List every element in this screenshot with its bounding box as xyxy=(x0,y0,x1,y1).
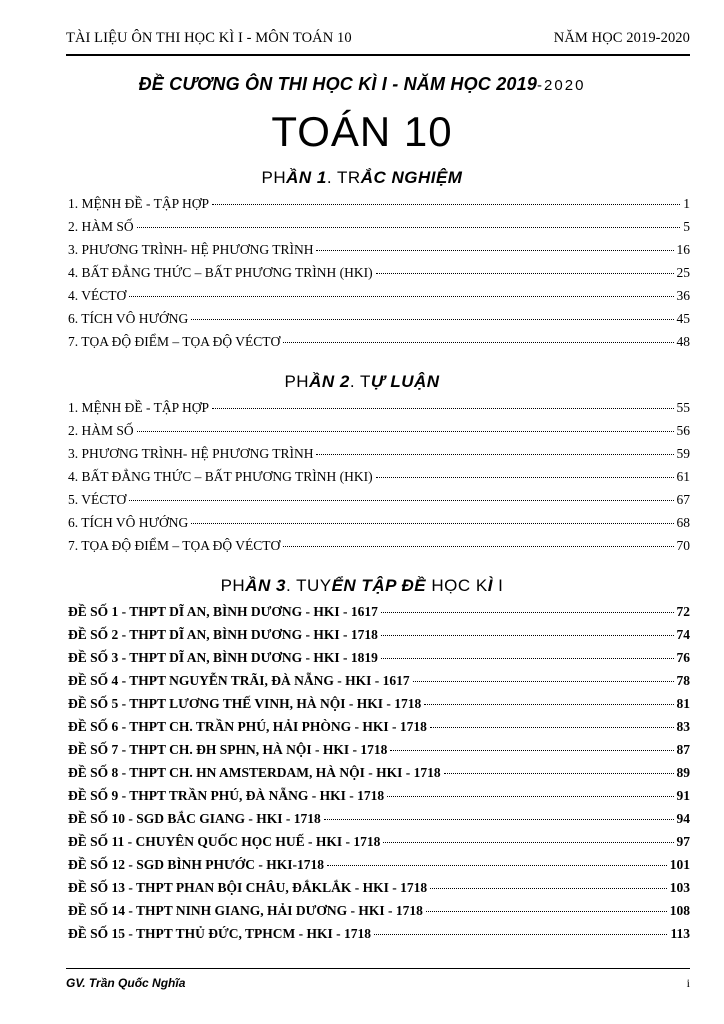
toc-dot-leader xyxy=(424,704,673,705)
toc-entry[interactable] xyxy=(68,857,690,880)
subject-heading: TOÁN 10 xyxy=(271,108,453,155)
toc-entry-page: 56 xyxy=(676,423,690,438)
toc-entry-page: 74 xyxy=(676,627,690,642)
toc-entry[interactable] xyxy=(68,719,690,742)
toc-entry[interactable] xyxy=(68,650,690,673)
toc-entry[interactable] xyxy=(68,811,690,834)
toc-dot-leader xyxy=(327,865,667,866)
toc-entry[interactable] xyxy=(68,903,690,926)
toc-entry-title: ĐỀ SỐ 12 - SGD BÌNH PHƯỚC - HKI-1718 xyxy=(68,857,325,872)
part-3-heading-prefix: PH xyxy=(220,576,246,595)
toc-entry[interactable] xyxy=(68,492,690,515)
toc-entry-page: 5 xyxy=(683,219,690,234)
toc-entry-title: 5. VÉCTƠ xyxy=(68,492,127,507)
toc-entry[interactable] xyxy=(68,538,690,561)
toc-entry-title: 6. TÍCH VÔ HƯỚNG xyxy=(68,515,189,530)
part-1-heading xyxy=(0,168,724,188)
part-2-heading-prefix: PH xyxy=(284,372,310,391)
toc-entry-page: 87 xyxy=(676,742,690,757)
toc-entry-page: 36 xyxy=(676,288,690,303)
part-3-heading-tail: HỌC K xyxy=(426,576,488,595)
toc-dot-leader xyxy=(191,319,673,320)
toc-entry-title: ĐỀ SỐ 6 - THPT CH. TRẦN PHÚ, HẢI PHÒNG - HKI - 1718 xyxy=(68,719,427,734)
part-3-heading-tail-bold: Ì xyxy=(487,576,493,595)
toc-entry-page: 101 xyxy=(669,857,690,872)
toc-dot-leader xyxy=(430,888,667,889)
toc-entry-page: 94 xyxy=(676,811,690,826)
page-footer xyxy=(66,976,690,991)
toc-entry-page: 68 xyxy=(676,515,690,530)
toc-entry-title: 3. PHƯƠNG TRÌNH- HỆ PHƯƠNG TRÌNH xyxy=(68,446,314,461)
toc-part-2 xyxy=(68,400,690,561)
toc-entry[interactable] xyxy=(68,834,690,857)
toc-entry-page: 89 xyxy=(676,765,690,780)
toc-entry[interactable] xyxy=(68,469,690,492)
toc-entry-page: 91 xyxy=(676,788,690,803)
toc-entry-page: 83 xyxy=(676,719,690,734)
part-3-heading xyxy=(0,576,724,596)
toc-entry[interactable] xyxy=(68,673,690,696)
toc-dot-leader xyxy=(316,454,673,455)
toc-dot-leader xyxy=(212,408,673,409)
toc-entry-page: 61 xyxy=(676,469,690,484)
toc-entry[interactable] xyxy=(68,288,690,311)
toc-entry-title: ĐỀ SỐ 4 - THPT NGUYỄN TRÃI, ĐÀ NẴNG - HKI - 1617 xyxy=(68,673,410,688)
toc-entry-page: 103 xyxy=(669,880,690,895)
toc-entry-page: 76 xyxy=(676,650,690,665)
toc-entry[interactable] xyxy=(68,604,690,627)
toc-entry-page: 72 xyxy=(676,604,690,619)
toc-entry-title: 4. BẤT ĐẲNG THỨC – BẤT PHƯƠNG TRÌNH (HKI) xyxy=(68,469,373,484)
toc-entry-title: 1. MỆNH ĐỀ - TẬP HỢP xyxy=(68,400,210,415)
toc-dot-leader xyxy=(413,681,674,682)
toc-entry-title: ĐỀ SỐ 2 - THPT DĨ AN, BÌNH DƯƠNG - HKI - 1718 xyxy=(68,627,378,642)
toc-part-3 xyxy=(68,604,690,949)
footer-author: GV. Trần Quốc Nghĩa xyxy=(66,976,186,990)
toc-entry-title: ĐỀ SỐ 10 - SGD BẮC GIANG - HKI - 1718 xyxy=(68,811,321,826)
toc-dot-leader xyxy=(129,500,673,501)
toc-entry-page: 45 xyxy=(676,311,690,326)
toc-entry-page: 81 xyxy=(676,696,690,711)
toc-entry-title: 2. HÀM SỐ xyxy=(68,423,134,438)
footer-page-number: i xyxy=(686,976,690,990)
toc-dot-leader xyxy=(283,342,673,343)
toc-entry[interactable] xyxy=(68,788,690,811)
toc-entry-page: 48 xyxy=(676,334,690,349)
toc-dot-leader xyxy=(376,273,674,274)
toc-entry[interactable] xyxy=(68,219,690,242)
toc-entry-title: ĐỀ SỐ 8 - THPT CH. HN AMSTERDAM, HÀ NỘI - HKI - 1718 xyxy=(68,765,441,780)
toc-entry-page: 67 xyxy=(676,492,690,507)
toc-entry-title: 1. MỆNH ĐỀ - TẬP HỢP xyxy=(68,196,210,211)
toc-part-1 xyxy=(68,196,690,357)
toc-entry-page: 70 xyxy=(676,538,690,553)
toc-entry[interactable] xyxy=(68,446,690,469)
toc-dot-leader xyxy=(324,819,674,820)
toc-entry-page: 25 xyxy=(676,265,690,280)
toc-dot-leader xyxy=(390,750,673,751)
toc-dot-leader xyxy=(374,934,667,935)
toc-entry[interactable] xyxy=(68,265,690,288)
part-1-heading-mid: . TR xyxy=(326,168,361,187)
toc-entry-title: 6. TÍCH VÔ HƯỚNG xyxy=(68,311,189,326)
toc-dot-leader xyxy=(316,250,673,251)
toc-entry[interactable] xyxy=(68,696,690,719)
toc-dot-leader xyxy=(383,842,673,843)
part-3-heading-mid: . TUY xyxy=(285,576,332,595)
toc-entry-title: ĐỀ SỐ 1 - THPT DĨ AN, BÌNH DƯƠNG - HKI - 1617 xyxy=(68,604,378,619)
toc-entry-page: 113 xyxy=(670,926,690,941)
toc-entry-page: 59 xyxy=(676,446,690,461)
part-3-heading-number: ẦN 3 xyxy=(245,576,286,595)
toc-dot-leader xyxy=(381,612,674,613)
toc-entry-title: ĐỀ SỐ 5 - THPT LƯƠNG THẾ VINH, HÀ NỘI - HKI - 1718 xyxy=(68,696,422,711)
toc-dot-leader xyxy=(381,635,674,636)
part-3-heading-title: ỂN TẬP ĐỀ xyxy=(331,576,427,595)
toc-entry[interactable] xyxy=(68,311,690,334)
toc-dot-leader xyxy=(283,546,673,547)
toc-entry[interactable] xyxy=(68,627,690,650)
toc-entry[interactable] xyxy=(68,880,690,903)
toc-entry-page: 108 xyxy=(669,903,690,918)
toc-entry[interactable] xyxy=(68,765,690,788)
toc-dot-leader xyxy=(137,431,674,432)
part-1-heading-title: ẮC NGHIỆM xyxy=(360,168,463,187)
running-header-left: TÀI LIỆU ÔN THI HỌC KÌ I - MÔN TOÁN 10 xyxy=(66,30,352,46)
part-2-heading xyxy=(0,372,724,392)
toc-entry-title: 4. BẤT ĐẲNG THỨC – BẤT PHƯƠNG TRÌNH (HKI) xyxy=(68,265,373,280)
toc-entry-title: 7. TỌA ĐỘ ĐIỂM – TỌA ĐỘ VÉCTƠ xyxy=(68,334,281,349)
toc-entry[interactable] xyxy=(68,242,690,265)
toc-entry[interactable] xyxy=(68,742,690,765)
toc-entry-title: ĐỀ SỐ 9 - THPT TRẦN PHÚ, ĐÀ NẴNG - HKI - 1718 xyxy=(68,788,385,803)
toc-dot-leader xyxy=(387,796,673,797)
toc-dot-leader xyxy=(129,296,673,297)
toc-entry-title: ĐỀ SỐ 13 - THPT PHAN BỘI CHÂU, ĐẮKLẮK - HKI - 1718 xyxy=(68,880,428,895)
toc-dot-leader xyxy=(376,477,674,478)
toc-entry-title: ĐỀ SỐ 7 - THPT CH. ĐH SPHN, HÀ NỘI - HKI - 1718 xyxy=(68,742,388,757)
part-2-heading-number: ẦN 2 xyxy=(309,372,350,391)
header-rule xyxy=(66,54,690,56)
document-title-main: ĐỀ CƯƠNG ÔN THI HỌC KÌ I - NĂM HỌC 2019 xyxy=(138,74,538,94)
toc-dot-leader xyxy=(426,911,667,912)
toc-entry-page: 16 xyxy=(676,242,690,257)
toc-entry-title: 4. VÉCTƠ xyxy=(68,288,127,303)
toc-entry-title: ĐỀ SỐ 3 - THPT DĨ AN, BÌNH DƯƠNG - HKI - 1819 xyxy=(68,650,378,665)
toc-entry-title: ĐỀ SỐ 14 - THPT NINH GIANG, HẢI DƯƠNG - HKI - 1718 xyxy=(68,903,423,918)
toc-dot-leader xyxy=(137,227,681,228)
toc-entry-title: 7. TỌA ĐỘ ĐIỂM – TỌA ĐỘ VÉCTƠ xyxy=(68,538,281,553)
toc-dot-leader xyxy=(381,658,674,659)
part-2-heading-mid: . T xyxy=(349,372,371,391)
running-header xyxy=(66,30,690,47)
toc-entry-title: 2. HÀM SỐ xyxy=(68,219,134,234)
toc-entry-title: ĐỀ SỐ 11 - CHUYÊN QUỐC HỌC HUẾ - HKI - 1718 xyxy=(68,834,381,849)
toc-entry[interactable] xyxy=(68,400,690,423)
toc-dot-leader xyxy=(212,204,680,205)
toc-entry-title: 3. PHƯƠNG TRÌNH- HỆ PHƯƠNG TRÌNH xyxy=(68,242,314,257)
toc-entry[interactable] xyxy=(68,515,690,538)
toc-dot-leader xyxy=(191,523,673,524)
toc-entry-page: 1 xyxy=(683,196,690,211)
toc-entry[interactable] xyxy=(68,334,690,357)
toc-entry-page: 78 xyxy=(676,673,690,688)
part-1-heading-prefix: PH xyxy=(261,168,287,187)
toc-entry-title: ĐỀ SỐ 15 - THPT THỦ ĐỨC, TPHCM - HKI - 1718 xyxy=(68,926,372,941)
toc-entry[interactable] xyxy=(68,926,690,949)
part-2-heading-title: Ự LUẬN xyxy=(370,372,440,391)
toc-entry-page: 97 xyxy=(676,834,690,849)
toc-entry-page: 55 xyxy=(676,400,690,415)
toc-dot-leader xyxy=(444,773,674,774)
document-title xyxy=(0,74,724,95)
toc-entry[interactable] xyxy=(68,423,690,446)
footer-rule xyxy=(66,968,690,969)
toc-entry[interactable] xyxy=(68,196,690,219)
document-title-suffix: -2020 xyxy=(537,77,586,94)
part-1-heading-number: ẦN 1 xyxy=(286,168,327,187)
part-3-heading-tail-end: I xyxy=(492,576,504,595)
toc-dot-leader xyxy=(430,727,674,728)
running-header-right: NĂM HỌC 2019-2020 xyxy=(553,30,690,46)
